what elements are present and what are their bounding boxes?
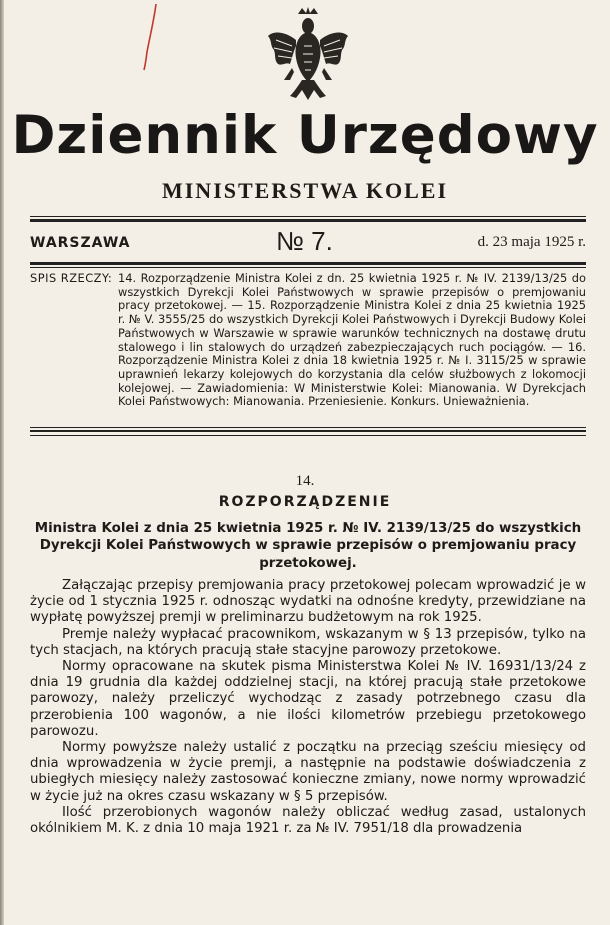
eagle-emblem-icon xyxy=(262,6,354,102)
journal-title: Dziennik Urzędowy xyxy=(11,105,599,166)
toc-rule-thin xyxy=(30,427,586,428)
toc-label: SPIS RZECZY: xyxy=(30,271,113,285)
regulation-heading: Ministra Kolei z dnia 25 kwietnia 1925 r. № IV. 2139/13/25 do wszystkich Dyrekcji Kolei Państwowych w sprawie przepisów o premjowaniu pracy przetokowej. xyxy=(34,521,582,571)
body-paragraph: Ilość przerobionych wagonów należy obliczać według zasad, ustalonych okólnikiem M. K. z dnia 10 maja 1921 r. za № IV. 7951/18 dla prowadzenia xyxy=(30,804,586,837)
issue-date: d. 23 maja 1925 r. xyxy=(477,234,586,250)
top-rule-thick xyxy=(30,219,586,222)
toc-rule-bottom xyxy=(30,435,586,436)
issue-line xyxy=(30,226,586,260)
body-paragraph: Załączając przepisy premjowania pracy przetokowej polecam wprowadzić je w życie od 1 stycznia 1925 r. odnosząc wydatki na odnośne kredyty, przewidziane na wypłatę powyższej premji w preliminarzu budżetowym na rok 1925. xyxy=(30,578,586,626)
body-paragraph: Premje należy wypłacać pracownikom, wskazanym w § 13 przepisów, tylko na tych stacjach, na których pracują stałe stacyjne parowozy przetokowe. xyxy=(30,626,586,658)
body-paragraph: Normy powyższe należy ustalić z początku na przeciąg sześciu miesięcy od dnia wprowadzenia w życie premji, a następnie na podstawie doświadczenia z ubiegłych miesięcy należy zastosować konieczne zmiany, nowe normy wprowadzić w życie już na okres czasu wskazany w § 5 przepisów. xyxy=(30,740,586,804)
body-paragraph: Normy opracowane na skutek pisma Ministerstwa Kolei № IV. 16931/13/24 z dnia 19 grudnia dla każdej oddzielnej stacji, na której pracują stałe przetokowe parowozy, należy przeliczyć wychodząc z zasady potrzebnego czasu dla przerobienia 100 wagonów, a nie ilości kilometrów przebiegu przetokowego parowozu. xyxy=(30,659,586,739)
issue-number: № 7. xyxy=(276,226,333,256)
section-number: 14. xyxy=(295,473,315,489)
top-rule-thin xyxy=(30,216,586,217)
journal-subtitle: MINISTERSTWA KOLEI xyxy=(161,178,449,203)
regulation-body xyxy=(30,578,586,837)
issue-rule-thick xyxy=(30,262,586,265)
toc-rule-thick xyxy=(30,430,586,432)
issue-rule-thin xyxy=(30,267,586,268)
table-of-contents xyxy=(30,272,586,409)
red-pencil-mark xyxy=(140,2,160,72)
section-title: ROZPORZĄDZENIE xyxy=(218,494,392,510)
toc-text: 14. Rozporządzenie Ministra Kolei z dn. 25 kwietnia 1925 r. № IV. 2139/13/25 do wszystkich Dyrekcji Kolei Państwowych w sprawie przepisów o premjowaniu pracy przetokowej. — 15. Rozporządzenie Ministra Kolei z dnia 25 kwietnia 1925 r. № V. 3555/25 do wszystkich Dyrekcji Kolei Państwowych i Dyrekcji Budowy Kolei Państwowych w Warszawie w sprawie warunków technicznych na dostawę drutu stalowego i lin stalowych do urządzeń zabezpieczających ruch pociągów. — 16. Rozporządzenie Ministra Kolei z dnia 18 kwietnia 1925 r. № I. 3115/25 w sprawie uprawnień lekarzy kolejowych do korzystania dla celów służbowych z lokomocji kolejowej. — Zawiadomienia: W Ministerstwie Kolei: Mianowania. W Dyrekcjach Kolei Państwowych: Mianowania. Przeniesienie. Konkurs. Unieważnienia. xyxy=(118,271,586,409)
issue-city: WARSZAWA xyxy=(30,235,131,251)
